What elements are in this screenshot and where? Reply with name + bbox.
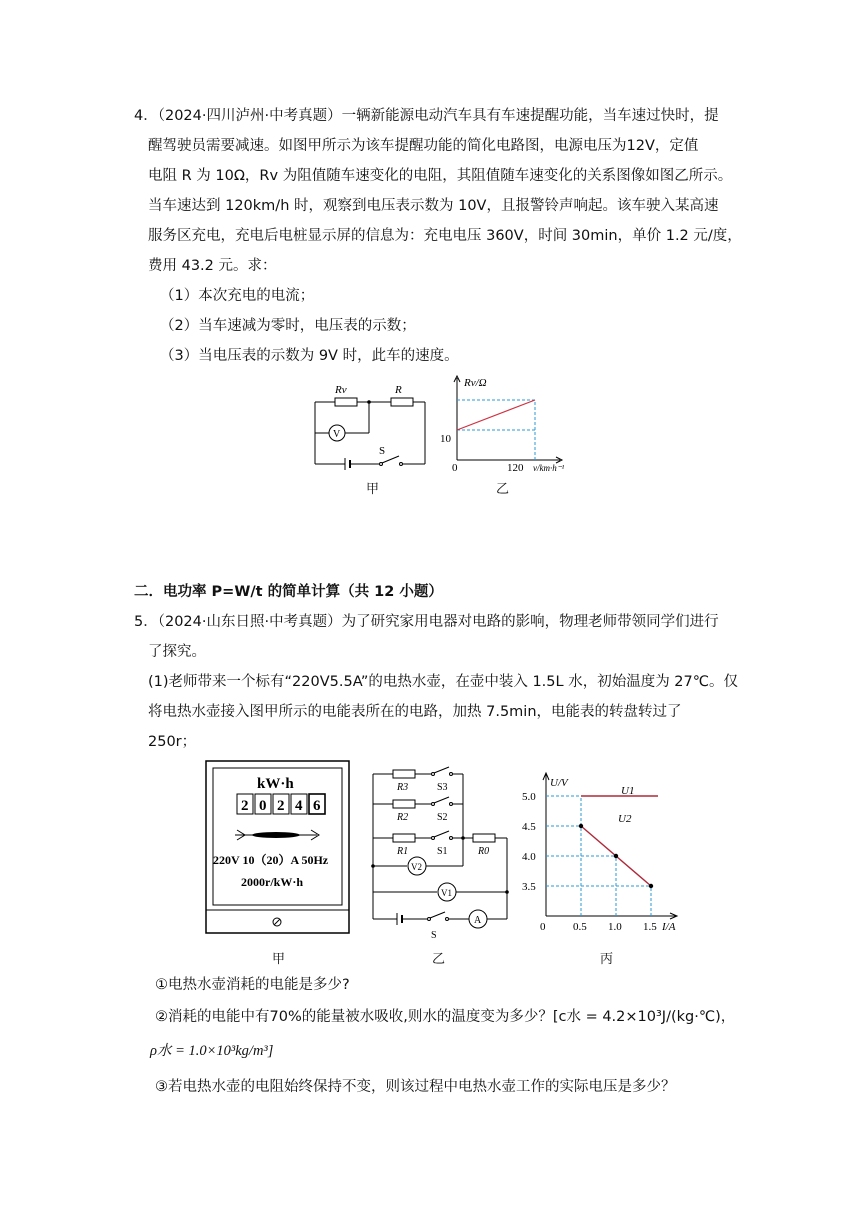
r0-label: R0 [478, 846, 490, 857]
r2-label: R2 [397, 812, 409, 823]
s3-label: S3 [437, 782, 448, 793]
x-tick-label: 1.0 [608, 921, 622, 933]
fig-jia-caption: 甲 [366, 482, 380, 497]
main-switch-icon [430, 912, 445, 918]
fig-meter-caption: 甲 [272, 952, 286, 967]
meter-digit: 6 [313, 798, 321, 814]
r1-resistor [393, 834, 415, 842]
meter-screw-icon [273, 918, 281, 926]
x-axis-label: I/A [662, 921, 676, 933]
v1-label: V1 [441, 888, 452, 898]
r-label: R [395, 384, 402, 396]
r3-label: R3 [397, 782, 409, 793]
q5-sub-3: ③若电热水壶的电阻始终保持不变，则该过程中电热水壶工作的实际电压是多少？ [155, 1079, 676, 1095]
rv-label: Rv [335, 384, 347, 396]
u2-data-point [649, 884, 653, 888]
meter-counter [237, 794, 325, 814]
q4-line-1: 4．（2024·四川泸州·中考真题）一辆新能源电动汽车具有车速提醒功能，当车速过快时，提 [134, 108, 719, 124]
q4-line-6: 费用 43.2 元。求： [148, 258, 277, 274]
x-tick-label: 1.5 [643, 921, 657, 933]
meter-digit: 4 [295, 798, 303, 814]
x-tick-120: 120 [507, 462, 524, 472]
y-tick-label: 3.5 [522, 881, 536, 893]
rv-series-line [457, 400, 535, 430]
section-heading: 二．电功率 P=W/t 的简单计算（共 12 小题） [134, 584, 443, 600]
v2-label: V2 [411, 862, 422, 872]
v-label: V [333, 429, 341, 440]
r-resistor [391, 398, 413, 406]
meter-digit: 2 [277, 798, 285, 814]
q5-line-3: (1)老师带来一个标有“220V5.5A”的电热水壶，在壶中装入 1.5L 水，初始温度为 27℃。仅 [148, 674, 739, 690]
meter-digit: 0 [259, 798, 267, 814]
q4-line-2: 醒驾驶员需要减速。如图甲所示为该车提醒功能的简化电路图，电源电压为12V，定值 [148, 138, 699, 154]
q5-sub-1: ①电热水壶消耗的电能是多少? [155, 977, 350, 993]
x-axis-label: v/km·h⁻¹ [533, 463, 565, 472]
q5-sub-2b: ρ水 = 1.0×10³kg/m³] [150, 1043, 274, 1059]
u2-data-point [579, 824, 583, 828]
u-i-graph [518, 768, 698, 936]
u2-label: U2 [618, 813, 632, 825]
r0-resistor [473, 834, 495, 842]
switch-icon [382, 456, 399, 463]
y-tick-10: 10 [440, 433, 451, 445]
y-axis-label: U/V [550, 777, 568, 789]
fig-yi-caption: 乙 [496, 482, 510, 497]
meter-unit: kW·h [257, 776, 294, 792]
x-tick-label: 0.5 [573, 921, 587, 933]
fig-graph-caption: 丙 [600, 952, 614, 967]
meter-disc-icon [235, 830, 319, 840]
r2-resistor [393, 800, 415, 808]
s-label: S [431, 930, 437, 941]
r3-resistor [393, 770, 415, 778]
q4-sub-3: （3）当电压表的示数为 9V 时，此车的速度。 [160, 348, 459, 364]
s1-label: S1 [437, 846, 448, 857]
q4-sub-2: （2）当车速减为零时，电压表的示数； [160, 318, 416, 334]
u2-data-point [614, 854, 618, 858]
a-label: A [474, 915, 482, 926]
fig-circuit-caption: 乙 [432, 952, 446, 967]
meter-rating: 220V 10（20）A 50Hz [213, 853, 329, 867]
q5-line-5: 250r； [148, 734, 197, 750]
u1-label: U1 [621, 785, 635, 797]
r1-label: R1 [397, 846, 409, 857]
q5-circuit-diagram [365, 762, 515, 942]
q5-line-4: 将电热水壶接入图甲所示的电能表所在的电路，加热 7.5min，电能表的转盘转过了 [148, 704, 682, 720]
q5-line-2: 了探究。 [148, 644, 206, 660]
x-tick-0: 0 [452, 462, 458, 472]
s-label: S [379, 445, 386, 457]
y-tick-label: 5.0 [522, 791, 536, 803]
q4-circuit-diagram [305, 378, 440, 473]
x-tick-label: 0 [540, 921, 546, 933]
rv-resistor [335, 398, 357, 406]
q5-sub-2a: ②消耗的电能中有70%的能量被水吸收,则水的温度变为多少？[c水 = 4.2×10³J/(kg·℃)， [155, 1009, 736, 1025]
y-tick-label: 4.0 [522, 851, 536, 863]
y-axis-label: Rv/Ω [464, 377, 487, 389]
meter-digit: 2 [241, 798, 249, 814]
s2-label: S2 [437, 812, 448, 823]
rv-speed-graph [438, 372, 588, 472]
electric-meter [205, 760, 350, 935]
q4-line-3: 电阻 R 为 10Ω，Rv 为阻值随车速变化的电阻，其阻值随车速变化的关系图像如图乙所示。 [148, 168, 733, 184]
q4-line-4: 当车速达到 120km/h 时，观察到电压表示数为 10V，且报警铃声响起。该车驶入某高速 [148, 198, 719, 214]
y-tick-label: 4.5 [522, 821, 536, 833]
meter-constant: 2000r/kW·h [241, 875, 304, 889]
q5-line-1: 5．（2024·山东日照·中考真题）为了研究家用电器对电路的影响，物理老师带领同学们进行 [134, 614, 719, 630]
q4-line-5: 服务区充电，充电后电桩显示屏的信息为：充电电压 360V，时间 30min，单价 1.2 元/度， [148, 228, 742, 244]
q4-sub-1: （1）本次充电的电流； [160, 288, 315, 304]
